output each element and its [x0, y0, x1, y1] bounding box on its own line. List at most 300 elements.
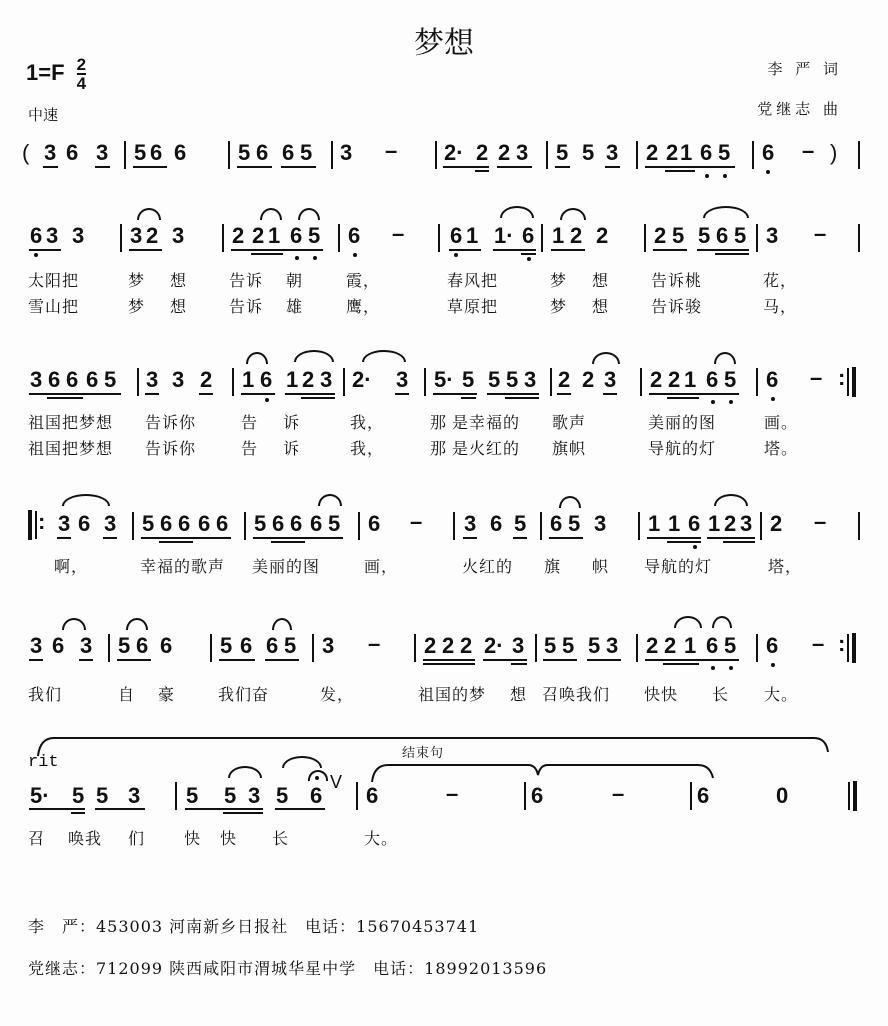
note: 6 — [136, 633, 149, 658]
note: 3 — [72, 223, 85, 248]
note: 6 — [716, 223, 729, 248]
note: 5 — [276, 783, 289, 808]
underline — [133, 166, 167, 168]
barline — [640, 368, 642, 396]
note: 2 — [146, 223, 159, 248]
underline — [199, 393, 213, 395]
note: 2 — [770, 511, 783, 536]
underline — [587, 659, 621, 661]
note: 1 — [268, 223, 281, 248]
underline — [47, 397, 83, 399]
underline — [237, 166, 272, 168]
note: 6 — [290, 511, 303, 536]
dash: – — [802, 138, 815, 163]
barline — [858, 141, 860, 169]
underline — [241, 393, 275, 395]
repeat-colon: : — [838, 365, 846, 390]
slur — [298, 208, 320, 220]
note: 6 — [522, 223, 535, 248]
note: 6 — [240, 633, 253, 658]
barline — [550, 368, 552, 396]
underline — [29, 659, 43, 661]
barline — [690, 782, 692, 810]
end-repeat-barline — [852, 367, 856, 397]
slur — [228, 766, 262, 778]
barline — [175, 782, 177, 810]
barline — [535, 634, 537, 662]
note: 5 — [224, 783, 237, 808]
barline — [312, 634, 314, 662]
note: 6 — [450, 223, 463, 248]
low-octave-dot — [766, 170, 770, 174]
barline — [210, 634, 212, 662]
underline — [475, 170, 489, 172]
underline — [667, 397, 699, 399]
low-octave-dot — [711, 666, 715, 670]
note: 3 — [248, 783, 261, 808]
composer-contact: 党继志：712099 陕西咸阳市渭城华星中学 电话：18992013596 — [28, 959, 548, 978]
note: 6 — [310, 783, 323, 808]
note: 3 — [146, 367, 159, 392]
underline — [557, 393, 571, 395]
barline — [124, 141, 126, 169]
slur — [592, 352, 620, 364]
note: 2· — [352, 367, 372, 392]
underline — [29, 808, 85, 810]
low-octave-dot — [353, 253, 357, 257]
underline — [423, 663, 475, 665]
key-signature — [26, 56, 86, 92]
slur — [260, 208, 282, 220]
repeat-colon: : — [838, 631, 846, 656]
note: 6 — [272, 511, 285, 536]
note: 3 — [172, 367, 185, 392]
note: 3 — [340, 140, 353, 165]
note: 2 — [582, 367, 595, 392]
barline — [356, 782, 358, 810]
note: 6 — [310, 511, 323, 536]
barline — [541, 224, 543, 252]
note: 5 — [556, 140, 569, 165]
note: 5 — [544, 633, 557, 658]
underline — [95, 166, 110, 168]
note: 3 — [594, 511, 607, 536]
fermata-dot — [315, 776, 319, 780]
note: 5 — [284, 633, 297, 658]
note: 6 — [266, 633, 279, 658]
note: 5 — [300, 140, 313, 165]
note: 2 — [664, 633, 677, 658]
note: 3 — [96, 140, 109, 165]
underline — [645, 659, 739, 661]
low-octave-dot — [313, 256, 317, 260]
barline — [120, 224, 122, 252]
slur — [714, 494, 748, 506]
slur — [500, 206, 534, 218]
underline — [145, 393, 159, 395]
note: 3 — [516, 140, 529, 165]
barline — [414, 634, 416, 662]
note: 6 — [290, 223, 303, 248]
note: 5 — [104, 367, 117, 392]
note: 2 — [476, 140, 489, 165]
note: 2 — [200, 367, 213, 392]
barline — [108, 634, 110, 662]
note: 3 — [58, 511, 71, 536]
underline — [281, 166, 316, 168]
note: 3 — [30, 367, 43, 392]
dash: – — [810, 365, 823, 390]
underline — [487, 393, 539, 395]
note: 6 — [697, 783, 710, 808]
note: 3 — [766, 223, 779, 248]
barline — [756, 634, 758, 662]
note: 6 — [30, 223, 43, 248]
note: 5 — [718, 140, 731, 165]
composer-credit: 党继志 曲 — [757, 100, 842, 118]
tempo-marking: 中速 — [28, 106, 59, 124]
note: 5 — [462, 367, 475, 392]
underline — [543, 659, 577, 661]
note: 5 — [698, 223, 711, 248]
barline — [847, 368, 849, 396]
note: 6 — [366, 783, 379, 808]
note: 2 — [570, 223, 583, 248]
note: 6 — [216, 511, 229, 536]
note: 6 — [178, 511, 191, 536]
note: 5 — [734, 223, 747, 248]
underline — [301, 397, 335, 399]
dash: – — [392, 221, 405, 246]
rit-marking: rit — [28, 753, 59, 772]
underline — [521, 253, 536, 255]
underline — [665, 170, 695, 172]
note: 3 — [322, 633, 335, 658]
low-octave-dot — [34, 253, 38, 257]
note: 3 — [128, 783, 141, 808]
underline — [271, 541, 305, 543]
note: 3 — [740, 511, 753, 536]
lyricist-credit: 李 严 词 — [767, 60, 842, 78]
underline — [505, 397, 539, 399]
barline — [228, 141, 230, 169]
barline — [752, 141, 754, 169]
note: 2 — [232, 223, 245, 248]
underline — [219, 659, 255, 661]
underline — [653, 249, 687, 251]
underline — [649, 393, 739, 395]
low-octave-dot — [723, 174, 727, 178]
open-paren: ( — [22, 140, 30, 165]
dash: – — [368, 631, 381, 656]
note: 6 — [78, 511, 91, 536]
barline — [540, 512, 542, 540]
note: 3 — [606, 140, 619, 165]
note: 5 — [238, 140, 251, 165]
dash: – — [814, 221, 827, 246]
underline — [275, 808, 325, 810]
rest: 0 — [776, 783, 789, 808]
dash: – — [812, 631, 825, 656]
note: 6 — [531, 783, 544, 808]
barline — [756, 224, 758, 252]
slur — [62, 618, 86, 630]
note: 2· — [484, 633, 504, 658]
note: 5 — [134, 140, 147, 165]
repeat-colon: : — [38, 509, 46, 534]
underline — [483, 659, 527, 661]
underline — [29, 393, 121, 395]
note: 5 — [254, 511, 267, 536]
underline — [223, 812, 263, 814]
dash: – — [385, 138, 398, 163]
note: 5 — [562, 633, 575, 658]
end-repeat-barline — [852, 633, 856, 663]
underline — [103, 537, 117, 539]
note: 6 — [550, 511, 563, 536]
note: 1 — [708, 511, 721, 536]
underline — [463, 537, 477, 539]
underline — [71, 812, 85, 814]
note: 3 — [172, 223, 185, 248]
underline — [663, 663, 699, 665]
underline — [723, 541, 755, 543]
dash: – — [410, 509, 423, 534]
note: 3 — [524, 367, 537, 392]
note: 5 — [308, 223, 321, 248]
low-octave-dot — [771, 397, 775, 401]
barline — [636, 634, 638, 662]
note: 6 — [348, 223, 361, 248]
slur — [712, 616, 732, 628]
note: 2 — [424, 633, 437, 658]
slur — [560, 208, 586, 220]
slur — [559, 496, 581, 508]
slur — [318, 494, 342, 506]
underline — [707, 537, 755, 539]
underline — [57, 537, 71, 539]
underline — [667, 541, 701, 543]
underline — [497, 166, 532, 168]
final-barline — [853, 781, 857, 811]
barline — [331, 141, 333, 169]
note: 5 — [220, 633, 233, 658]
low-octave-dot — [711, 400, 715, 404]
note: 5 — [96, 783, 109, 808]
underline — [231, 249, 323, 251]
note: 2 — [724, 511, 737, 536]
underline — [461, 397, 476, 399]
underline — [555, 166, 570, 168]
note: 5 — [488, 367, 501, 392]
time-signature: $\frac{2}{4}$ — [76, 55, 87, 93]
dash: – — [814, 509, 827, 534]
underline — [549, 537, 583, 539]
low-octave-dot — [295, 256, 299, 260]
note: 6 — [160, 633, 173, 658]
note: 5 — [72, 783, 85, 808]
barline — [358, 512, 360, 540]
note: 2 — [498, 140, 511, 165]
slur — [703, 206, 749, 218]
note: 2 — [668, 367, 681, 392]
barline — [137, 368, 139, 396]
barline — [644, 224, 646, 252]
note: 5 — [186, 783, 199, 808]
note: 6 — [766, 633, 779, 658]
note: 3 — [464, 511, 477, 536]
note: 6 — [706, 367, 719, 392]
note: 2· — [444, 140, 464, 165]
ending-brace — [370, 760, 715, 784]
note: 1 — [552, 223, 565, 248]
note: 2 — [650, 367, 663, 392]
barline — [35, 511, 37, 539]
underline — [141, 537, 231, 539]
barline — [524, 782, 526, 810]
low-octave-dot — [527, 257, 531, 261]
note: 2 — [460, 633, 473, 658]
note: 1 — [684, 367, 697, 392]
dash: – — [612, 781, 625, 806]
low-octave-dot — [729, 666, 733, 670]
barline — [435, 141, 437, 169]
slur — [674, 616, 702, 628]
note: 6 — [48, 367, 61, 392]
note: 5 — [582, 140, 595, 165]
underline — [433, 393, 477, 395]
note: 5 — [724, 633, 737, 658]
note: 5 — [514, 511, 527, 536]
start-repeat-barline — [28, 510, 32, 540]
barline — [756, 368, 758, 396]
note: 5 — [724, 367, 737, 392]
underline — [697, 249, 749, 251]
low-octave-dot — [454, 253, 458, 257]
underline — [29, 249, 61, 251]
underline — [603, 393, 617, 395]
note: 6 — [766, 367, 779, 392]
breath-mark-icon: V — [330, 772, 343, 792]
underline — [645, 166, 735, 168]
low-octave-dot — [705, 174, 709, 178]
key-label: 1=F — [26, 59, 65, 85]
note: 2 — [654, 223, 667, 248]
note: 6 — [700, 140, 713, 165]
note: 1 — [684, 633, 697, 658]
note: 3 — [104, 511, 117, 536]
note: 3 — [320, 367, 333, 392]
note: 2 — [646, 633, 659, 658]
note: 3 — [30, 633, 43, 658]
note: 2 — [558, 367, 571, 392]
underline — [95, 808, 145, 810]
slur — [294, 350, 334, 362]
underline — [43, 166, 58, 168]
underline — [117, 659, 151, 661]
low-octave-dot — [265, 398, 269, 402]
note: 2 — [646, 140, 659, 165]
note: 1 — [466, 223, 479, 248]
barline — [638, 512, 640, 540]
low-octave-dot — [693, 545, 697, 549]
note: 6 — [706, 633, 719, 658]
note: 2 — [252, 223, 265, 248]
underline — [647, 537, 701, 539]
barline — [858, 512, 860, 540]
note: 6 — [688, 511, 701, 536]
note: 5 — [506, 367, 519, 392]
note: 6 — [198, 511, 211, 536]
note: 6 — [66, 367, 79, 392]
close-paren: ) — [830, 140, 838, 165]
note: 3 — [80, 633, 93, 658]
note: 3 — [130, 223, 143, 248]
underline — [449, 249, 481, 251]
barline — [424, 368, 426, 396]
barline — [453, 512, 455, 540]
underline — [513, 537, 527, 539]
slur — [272, 618, 292, 630]
slur — [246, 352, 268, 364]
note: 1 — [668, 511, 681, 536]
underline — [605, 166, 620, 168]
note: 1 — [286, 367, 299, 392]
note: 6 — [150, 140, 163, 165]
note: 2 — [596, 223, 609, 248]
barline — [636, 141, 638, 169]
note: 6 — [256, 140, 269, 165]
note: 6 — [174, 140, 187, 165]
barline — [232, 368, 234, 396]
low-octave-dot — [771, 663, 775, 667]
barline — [222, 224, 224, 252]
slur — [714, 352, 736, 364]
note: 1 — [242, 367, 255, 392]
slur — [137, 208, 161, 220]
note: 6 — [282, 140, 295, 165]
underline — [551, 249, 585, 251]
barline — [343, 368, 345, 396]
note: 3 — [44, 140, 57, 165]
note: 6 — [260, 367, 273, 392]
barline — [244, 512, 246, 540]
barline — [858, 224, 860, 252]
underline — [251, 253, 283, 255]
underline — [253, 537, 343, 539]
note: 3 — [396, 367, 409, 392]
underline — [511, 663, 527, 665]
underline — [185, 808, 263, 810]
lyricist-contact: 李 严：453003 河南新乡日报社 电话：15670453741 — [28, 917, 480, 936]
note: 3 — [512, 633, 525, 658]
note: 5 — [328, 511, 341, 536]
note: 5 — [672, 223, 685, 248]
note: 2 — [666, 140, 679, 165]
low-octave-dot — [729, 400, 733, 404]
underline — [715, 253, 749, 255]
slur — [62, 494, 110, 506]
song-title: 梦想 — [414, 26, 474, 61]
underline — [159, 541, 193, 543]
slur — [362, 350, 406, 362]
note: 6 — [86, 367, 99, 392]
barline — [438, 224, 440, 252]
note: 3 — [604, 367, 617, 392]
underline — [79, 659, 93, 661]
note: 5 — [588, 633, 601, 658]
note: 1· — [494, 223, 514, 248]
